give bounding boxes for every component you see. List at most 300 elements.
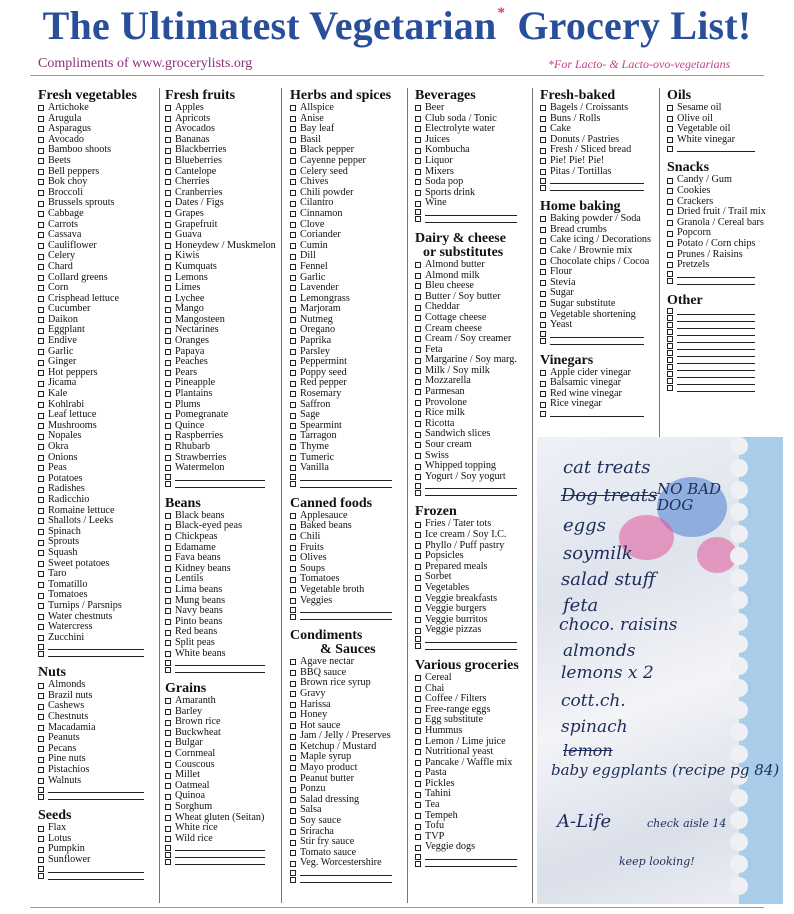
checkbox-icon[interactable] <box>38 497 44 503</box>
checkbox-icon[interactable] <box>38 866 44 872</box>
checkbox-icon[interactable] <box>38 328 44 334</box>
checkbox-icon[interactable] <box>165 137 171 143</box>
checkbox-icon[interactable] <box>415 432 421 438</box>
checkbox-icon[interactable] <box>415 686 421 692</box>
checkbox-icon[interactable] <box>290 232 296 238</box>
checkbox-icon[interactable] <box>290 243 296 249</box>
checkbox-icon[interactable] <box>165 513 171 519</box>
write-in-line[interactable] <box>677 314 755 315</box>
checkbox-icon[interactable] <box>290 338 296 344</box>
checkbox-icon[interactable] <box>290 607 296 613</box>
checkbox-icon[interactable] <box>415 824 421 830</box>
checkbox-icon[interactable] <box>415 126 421 132</box>
checkbox-icon[interactable] <box>165 783 171 789</box>
checkbox-icon[interactable] <box>415 522 421 528</box>
write-in-line[interactable] <box>300 487 392 488</box>
checkbox-icon[interactable] <box>38 222 44 228</box>
checkbox-icon[interactable] <box>38 847 44 853</box>
checkbox-icon[interactable] <box>290 254 296 260</box>
checkbox-icon[interactable] <box>290 691 296 697</box>
checkbox-icon[interactable] <box>415 137 421 143</box>
checkbox-icon[interactable] <box>38 423 44 429</box>
checkbox-icon[interactable] <box>165 826 171 832</box>
checkbox-icon[interactable] <box>415 190 421 196</box>
checkbox-icon[interactable] <box>415 273 421 279</box>
checkbox-icon[interactable] <box>290 285 296 291</box>
checkbox-icon[interactable] <box>38 603 44 609</box>
checkbox-icon[interactable] <box>290 524 296 530</box>
checkbox-icon[interactable] <box>290 829 296 835</box>
checkbox-icon[interactable] <box>415 421 421 427</box>
write-in-line[interactable] <box>425 866 517 867</box>
checkbox-icon[interactable] <box>290 455 296 461</box>
write-in-line[interactable] <box>550 190 644 191</box>
checkbox-icon[interactable] <box>540 178 546 184</box>
checkbox-icon[interactable] <box>667 271 673 277</box>
checkbox-icon[interactable] <box>667 308 673 314</box>
checkbox-icon[interactable] <box>165 413 171 419</box>
checkbox-icon[interactable] <box>415 718 421 724</box>
checkbox-icon[interactable] <box>165 555 171 561</box>
checkbox-icon[interactable] <box>290 670 296 676</box>
checkbox-icon[interactable] <box>165 434 171 440</box>
write-in-line[interactable] <box>677 284 755 285</box>
write-in-line[interactable] <box>48 872 144 873</box>
checkbox-icon[interactable] <box>540 338 546 344</box>
checkbox-icon[interactable] <box>165 444 171 450</box>
checkbox-icon[interactable] <box>415 636 421 642</box>
checkbox-icon[interactable] <box>38 487 44 493</box>
checkbox-icon[interactable] <box>415 617 421 623</box>
checkbox-icon[interactable] <box>667 343 673 349</box>
checkbox-icon[interactable] <box>165 211 171 217</box>
write-in-line[interactable] <box>677 335 755 336</box>
write-in-line[interactable] <box>677 342 755 343</box>
checkbox-icon[interactable] <box>667 350 673 356</box>
checkbox-icon[interactable] <box>38 264 44 270</box>
write-in-line[interactable] <box>425 642 517 643</box>
checkbox-icon[interactable] <box>667 371 673 377</box>
checkbox-icon[interactable] <box>540 158 546 164</box>
write-in-line[interactable] <box>550 344 644 345</box>
write-in-line[interactable] <box>48 656 144 657</box>
checkbox-icon[interactable] <box>38 190 44 196</box>
checkbox-icon[interactable] <box>415 179 421 185</box>
checkbox-icon[interactable] <box>165 524 171 530</box>
checkbox-icon[interactable] <box>165 328 171 334</box>
checkbox-icon[interactable] <box>38 158 44 164</box>
checkbox-icon[interactable] <box>415 854 421 860</box>
checkbox-icon[interactable] <box>415 596 421 602</box>
checkbox-icon[interactable] <box>290 755 296 761</box>
checkbox-icon[interactable] <box>290 307 296 313</box>
checkbox-icon[interactable] <box>38 746 44 752</box>
checkbox-icon[interactable] <box>38 778 44 784</box>
checkbox-icon[interactable] <box>38 836 44 842</box>
checkbox-icon[interactable] <box>290 116 296 122</box>
checkbox-icon[interactable] <box>540 280 546 286</box>
checkbox-icon[interactable] <box>38 787 44 793</box>
checkbox-icon[interactable] <box>290 444 296 450</box>
checkbox-icon[interactable] <box>415 400 421 406</box>
checkbox-icon[interactable] <box>165 741 171 747</box>
checkbox-icon[interactable] <box>540 381 546 387</box>
checkbox-icon[interactable] <box>165 465 171 471</box>
checkbox-icon[interactable] <box>290 513 296 519</box>
checkbox-icon[interactable] <box>165 815 171 821</box>
checkbox-icon[interactable] <box>165 836 171 842</box>
checkbox-icon[interactable] <box>415 305 421 311</box>
checkbox-icon[interactable] <box>290 201 296 207</box>
checkbox-icon[interactable] <box>415 474 421 480</box>
checkbox-icon[interactable] <box>38 476 44 482</box>
checkbox-icon[interactable] <box>165 667 171 673</box>
checkbox-icon[interactable] <box>540 411 546 417</box>
checkbox-icon[interactable] <box>415 628 421 634</box>
checkbox-icon[interactable] <box>667 188 673 194</box>
write-in-line[interactable] <box>48 879 144 880</box>
write-in-line[interactable] <box>175 672 265 673</box>
checkbox-icon[interactable] <box>165 232 171 238</box>
checkbox-icon[interactable] <box>667 241 673 247</box>
write-in-line[interactable] <box>677 321 755 322</box>
checkbox-icon[interactable] <box>290 555 296 561</box>
checkbox-icon[interactable] <box>165 349 171 355</box>
checkbox-icon[interactable] <box>415 606 421 612</box>
checkbox-icon[interactable] <box>667 209 673 215</box>
checkbox-icon[interactable] <box>38 455 44 461</box>
checkbox-icon[interactable] <box>165 577 171 583</box>
checkbox-icon[interactable] <box>290 861 296 867</box>
checkbox-icon[interactable] <box>540 169 546 175</box>
checkbox-icon[interactable] <box>290 137 296 143</box>
checkbox-icon[interactable] <box>290 434 296 440</box>
checkbox-icon[interactable] <box>415 553 421 559</box>
checkbox-icon[interactable] <box>165 698 171 704</box>
checkbox-icon[interactable] <box>290 423 296 429</box>
checkbox-icon[interactable] <box>290 808 296 814</box>
checkbox-icon[interactable] <box>38 529 44 535</box>
checkbox-icon[interactable] <box>290 870 296 876</box>
checkbox-icon[interactable] <box>290 534 296 540</box>
checkbox-icon[interactable] <box>290 787 296 793</box>
checkbox-icon[interactable] <box>415 532 421 538</box>
checkbox-icon[interactable] <box>290 598 296 604</box>
checkbox-icon[interactable] <box>290 850 296 856</box>
write-in-line[interactable] <box>425 215 517 216</box>
checkbox-icon[interactable] <box>540 126 546 132</box>
checkbox-icon[interactable] <box>38 794 44 800</box>
checkbox-icon[interactable] <box>165 455 171 461</box>
checkbox-icon[interactable] <box>165 243 171 249</box>
checkbox-icon[interactable] <box>540 331 546 337</box>
write-in-line[interactable] <box>425 222 517 223</box>
checkbox-icon[interactable] <box>415 379 421 385</box>
write-in-line[interactable] <box>48 649 144 650</box>
checkbox-icon[interactable] <box>415 347 421 353</box>
checkbox-icon[interactable] <box>38 402 44 408</box>
checkbox-icon[interactable] <box>540 259 546 265</box>
checkbox-icon[interactable] <box>38 757 44 763</box>
checkbox-icon[interactable] <box>290 296 296 302</box>
checkbox-icon[interactable] <box>165 859 171 865</box>
write-in-line[interactable] <box>677 356 755 357</box>
checkbox-icon[interactable] <box>38 644 44 650</box>
checkbox-icon[interactable] <box>290 211 296 217</box>
checkbox-icon[interactable] <box>415 739 421 745</box>
write-in-line[interactable] <box>425 649 517 650</box>
checkbox-icon[interactable] <box>290 712 296 718</box>
checkbox-icon[interactable] <box>415 802 421 808</box>
write-in-line[interactable] <box>175 850 265 851</box>
checkbox-icon[interactable] <box>667 105 673 111</box>
write-in-line[interactable] <box>300 882 392 883</box>
checkbox-icon[interactable] <box>165 148 171 154</box>
checkbox-icon[interactable] <box>165 845 171 851</box>
checkbox-icon[interactable] <box>165 222 171 228</box>
checkbox-icon[interactable] <box>165 370 171 376</box>
checkbox-icon[interactable] <box>667 231 673 237</box>
checkbox-icon[interactable] <box>540 137 546 143</box>
checkbox-icon[interactable] <box>415 116 421 122</box>
write-in-line[interactable] <box>677 370 755 371</box>
checkbox-icon[interactable] <box>290 776 296 782</box>
checkbox-icon[interactable] <box>165 474 171 480</box>
checkbox-icon[interactable] <box>165 660 171 666</box>
checkbox-icon[interactable] <box>290 659 296 665</box>
checkbox-icon[interactable] <box>38 635 44 641</box>
checkbox-icon[interactable] <box>290 317 296 323</box>
checkbox-icon[interactable] <box>540 248 546 254</box>
checkbox-icon[interactable] <box>415 696 421 702</box>
checkbox-icon[interactable] <box>290 391 296 397</box>
checkbox-icon[interactable] <box>290 577 296 583</box>
checkbox-icon[interactable] <box>165 391 171 397</box>
checkbox-icon[interactable] <box>165 751 171 757</box>
checkbox-icon[interactable] <box>38 736 44 742</box>
checkbox-icon[interactable] <box>165 169 171 175</box>
checkbox-icon[interactable] <box>415 861 421 867</box>
checkbox-icon[interactable] <box>165 804 171 810</box>
write-in-line[interactable] <box>300 875 392 876</box>
write-in-line[interactable] <box>175 487 265 488</box>
checkbox-icon[interactable] <box>290 723 296 729</box>
write-in-line[interactable] <box>677 391 755 392</box>
checkbox-icon[interactable] <box>667 329 673 335</box>
checkbox-icon[interactable] <box>290 158 296 164</box>
checkbox-icon[interactable] <box>38 582 44 588</box>
checkbox-icon[interactable] <box>415 585 421 591</box>
checkbox-icon[interactable] <box>165 481 171 487</box>
checkbox-icon[interactable] <box>38 391 44 397</box>
checkbox-icon[interactable] <box>290 797 296 803</box>
checkbox-icon[interactable] <box>415 483 421 489</box>
checkbox-icon[interactable] <box>290 545 296 551</box>
checkbox-icon[interactable] <box>540 185 546 191</box>
checkbox-icon[interactable] <box>667 364 673 370</box>
checkbox-icon[interactable] <box>38 465 44 471</box>
checkbox-icon[interactable] <box>165 762 171 768</box>
checkbox-icon[interactable] <box>667 385 673 391</box>
write-in-line[interactable] <box>175 480 265 481</box>
checkbox-icon[interactable] <box>290 402 296 408</box>
checkbox-icon[interactable] <box>38 296 44 302</box>
checkbox-icon[interactable] <box>165 640 171 646</box>
checkbox-icon[interactable] <box>415 760 421 766</box>
write-in-line[interactable] <box>48 792 144 793</box>
checkbox-icon[interactable] <box>38 137 44 143</box>
checkbox-icon[interactable] <box>415 411 421 417</box>
checkbox-icon[interactable] <box>540 312 546 318</box>
checkbox-icon[interactable] <box>415 834 421 840</box>
write-in-line[interactable] <box>300 619 392 620</box>
checkbox-icon[interactable] <box>290 360 296 366</box>
checkbox-icon[interactable] <box>290 126 296 132</box>
checkbox-icon[interactable] <box>290 481 296 487</box>
checkbox-icon[interactable] <box>38 413 44 419</box>
checkbox-icon[interactable] <box>415 262 421 268</box>
checkbox-icon[interactable] <box>540 301 546 307</box>
checkbox-icon[interactable] <box>38 508 44 514</box>
checkbox-icon[interactable] <box>38 826 44 832</box>
write-in-line[interactable] <box>677 277 755 278</box>
checkbox-icon[interactable] <box>290 381 296 387</box>
write-in-line[interactable] <box>425 495 517 496</box>
checkbox-icon[interactable] <box>165 126 171 132</box>
checkbox-icon[interactable] <box>290 328 296 334</box>
write-in-line[interactable] <box>300 612 392 613</box>
checkbox-icon[interactable] <box>667 116 673 122</box>
checkbox-icon[interactable] <box>415 781 421 787</box>
write-in-line[interactable] <box>175 864 265 865</box>
checkbox-icon[interactable] <box>38 370 44 376</box>
checkbox-icon[interactable] <box>415 389 421 395</box>
checkbox-icon[interactable] <box>165 275 171 281</box>
checkbox-icon[interactable] <box>415 158 421 164</box>
checkbox-icon[interactable] <box>415 813 421 819</box>
checkbox-icon[interactable] <box>165 730 171 736</box>
write-in-line[interactable] <box>677 151 755 152</box>
checkbox-icon[interactable] <box>415 201 421 207</box>
checkbox-icon[interactable] <box>290 370 296 376</box>
checkbox-icon[interactable] <box>38 243 44 249</box>
checkbox-icon[interactable] <box>38 704 44 710</box>
checkbox-icon[interactable] <box>415 283 421 289</box>
checkbox-icon[interactable] <box>38 714 44 720</box>
checkbox-icon[interactable] <box>415 442 421 448</box>
checkbox-icon[interactable] <box>38 767 44 773</box>
checkbox-icon[interactable] <box>415 326 421 332</box>
checkbox-icon[interactable] <box>165 338 171 344</box>
checkbox-icon[interactable] <box>540 402 546 408</box>
checkbox-icon[interactable] <box>38 126 44 132</box>
checkbox-icon[interactable] <box>540 291 546 297</box>
checkbox-icon[interactable] <box>38 116 44 122</box>
checkbox-icon[interactable] <box>415 728 421 734</box>
checkbox-icon[interactable] <box>38 307 44 313</box>
checkbox-icon[interactable] <box>415 464 421 470</box>
checkbox-icon[interactable] <box>667 322 673 328</box>
checkbox-icon[interactable] <box>165 254 171 260</box>
checkbox-icon[interactable] <box>38 561 44 567</box>
checkbox-icon[interactable] <box>38 540 44 546</box>
checkbox-icon[interactable] <box>667 315 673 321</box>
checkbox-icon[interactable] <box>667 199 673 205</box>
checkbox-icon[interactable] <box>165 598 171 604</box>
checkbox-icon[interactable] <box>415 675 421 681</box>
checkbox-icon[interactable] <box>415 749 421 755</box>
checkbox-icon[interactable] <box>38 105 44 111</box>
checkbox-icon[interactable] <box>290 179 296 185</box>
write-in-line[interactable] <box>175 665 265 666</box>
checkbox-icon[interactable] <box>38 518 44 524</box>
checkbox-icon[interactable] <box>415 643 421 649</box>
checkbox-icon[interactable] <box>38 360 44 366</box>
checkbox-icon[interactable] <box>38 179 44 185</box>
checkbox-icon[interactable] <box>667 378 673 384</box>
checkbox-icon[interactable] <box>38 571 44 577</box>
checkbox-icon[interactable] <box>165 381 171 387</box>
checkbox-icon[interactable] <box>165 587 171 593</box>
checkbox-icon[interactable] <box>290 349 296 355</box>
checkbox-icon[interactable] <box>415 845 421 851</box>
checkbox-icon[interactable] <box>165 852 171 858</box>
checkbox-icon[interactable] <box>165 794 171 800</box>
checkbox-icon[interactable] <box>290 264 296 270</box>
checkbox-icon[interactable] <box>290 614 296 620</box>
write-in-line[interactable] <box>48 799 144 800</box>
checkbox-icon[interactable] <box>165 317 171 323</box>
checkbox-icon[interactable] <box>165 608 171 614</box>
checkbox-icon[interactable] <box>165 201 171 207</box>
checkbox-icon[interactable] <box>38 169 44 175</box>
checkbox-icon[interactable] <box>38 593 44 599</box>
checkbox-icon[interactable] <box>38 275 44 281</box>
checkbox-icon[interactable] <box>415 575 421 581</box>
checkbox-icon[interactable] <box>165 619 171 625</box>
checkbox-icon[interactable] <box>290 744 296 750</box>
checkbox-icon[interactable] <box>38 285 44 291</box>
checkbox-icon[interactable] <box>415 216 421 222</box>
checkbox-icon[interactable] <box>38 550 44 556</box>
checkbox-icon[interactable] <box>290 734 296 740</box>
checkbox-icon[interactable] <box>165 709 171 715</box>
checkbox-icon[interactable] <box>540 322 546 328</box>
checkbox-icon[interactable] <box>667 146 673 152</box>
checkbox-icon[interactable] <box>415 453 421 459</box>
checkbox-icon[interactable] <box>38 434 44 440</box>
checkbox-icon[interactable] <box>290 587 296 593</box>
write-in-line[interactable] <box>550 337 644 338</box>
write-in-line[interactable] <box>425 859 517 860</box>
checkbox-icon[interactable] <box>165 651 171 657</box>
write-in-line[interactable] <box>300 480 392 481</box>
checkbox-icon[interactable] <box>540 105 546 111</box>
checkbox-icon[interactable] <box>667 137 673 143</box>
checkbox-icon[interactable] <box>415 315 421 321</box>
write-in-line[interactable] <box>550 183 644 184</box>
checkbox-icon[interactable] <box>290 840 296 846</box>
checkbox-icon[interactable] <box>38 444 44 450</box>
checkbox-icon[interactable] <box>667 252 673 258</box>
checkbox-icon[interactable] <box>290 465 296 471</box>
checkbox-icon[interactable] <box>415 490 421 496</box>
checkbox-icon[interactable] <box>415 209 421 215</box>
checkbox-icon[interactable] <box>38 349 44 355</box>
checkbox-icon[interactable] <box>667 220 673 226</box>
checkbox-icon[interactable] <box>540 391 546 397</box>
checkbox-icon[interactable] <box>667 178 673 184</box>
